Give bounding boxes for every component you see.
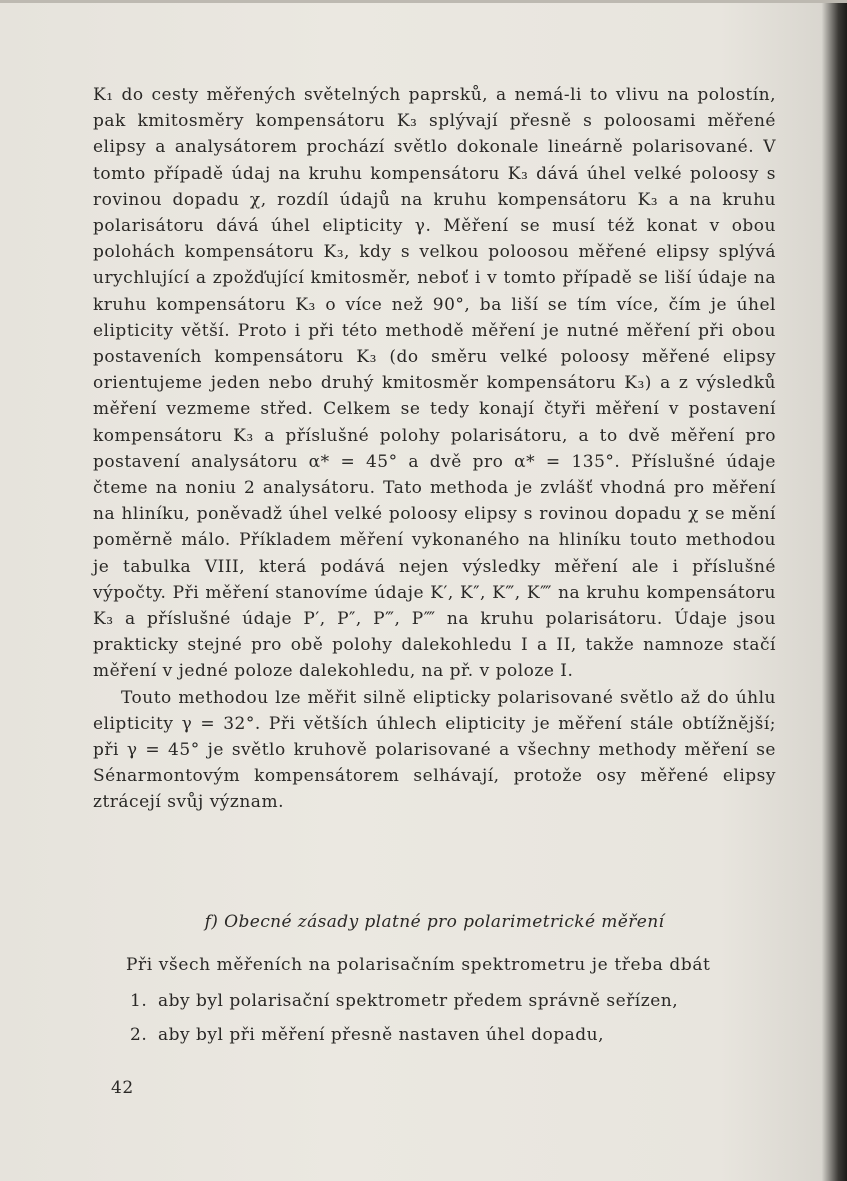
list-text: aby byl polarisační spektrometr předem správně seřízen,: [158, 991, 679, 1011]
list-item: [130, 991, 776, 1011]
section-heading: f) Obecné zásady platné pro polarimetrické měření: [204, 912, 665, 932]
paragraph-2: Touto methodou lze měřit silně elipticky polarisované světlo až do úhlu elipticity γ = 32°. Při větších úhlech elipticity je měření stále obtížnější; při γ = 45° je světlo kruhově polarisované a všechny methody měření se Sénarmontovým kompensátorem selhávají, protože osy měřené elipsy ztrácejí svůj význam.: [93, 687, 776, 813]
page-number: 42: [111, 1078, 134, 1098]
list-number: 1.: [130, 991, 148, 1011]
page-top-edge: [0, 0, 847, 3]
list-text: aby byl při měření přesně nastaven úhel dopadu,: [158, 1025, 605, 1045]
body-text: [93, 82, 776, 816]
list-item: [130, 1025, 776, 1045]
list-number: 2.: [130, 1025, 148, 1045]
paragraph-1: K₁ do cesty měřených světelných paprsků, a nemá-li to vlivu na polostín, pak kmitosměry kompensátoru K₃ splývají přesně s poloosami měřené elipsy a analysátorem prochází světlo dokonale lineárně polarisované. V tomto případě údaj na kruhu kompensátoru K₃ dává úhel velké poloosy s rovinou dopadu χ, rozdíl údajů na kruhu kompensátoru K₃ a na kruhu polarisátoru dává úhel elipticity γ. Měření se musí též konat v obou polohách kompensátoru K₃, kdy s velkou poloosou měřené elipsy splývá urychlující a zpožďující kmitosměr, neboť i v tomto případě se liší údaje na kruhu kompensátoru K₃ o více než 90°, ba liší se tím více, čím je úhel elipticity větší. Proto i při této methodě měření je nutné měření při obou postaveních kompensátoru K₃ (do směru velké poloosy měřené elipsy orientujeme jeden nebo druhý kmitosměr kompensátoru K₃) a z výsledků měření vezmeme střed. Celkem se tedy konají čtyři měření v postavení kompensátoru K₃ a příslušné polohy polarisátoru, a to dvě měření pro postavení analysátoru α* = 45° a dvě pro α* = 135°. Příslušné údaje čteme na noniu 2 analysátoru. Tato methoda je zvlášť vhodná pro měření na hliníku, poněvadž úhel velké poloosy elipsy s rovinou dopadu χ se mění poměrně málo. Příkladem měření vykonaného na hliníku touto methodou je tabulka VIII, která podává nejen výsledky měření ale i příslušné výpočty. Při měření stanovíme údaje K′, K″, K‴, K⁗ na kruhu kompensátoru K₃ a příslušné údaje P′, P″, P‴, P⁗ na kruhu polarisátoru. Údaje jsou prakticky stejné pro obě polohy dalekohledu I a II, takže namnoze stačí měření v jedné poloze dalekohledu, na př. v poloze I.: [93, 85, 776, 682]
list-intro: Při všech měřeních na polarisačním spektrometru je třeba dbát: [126, 955, 711, 975]
